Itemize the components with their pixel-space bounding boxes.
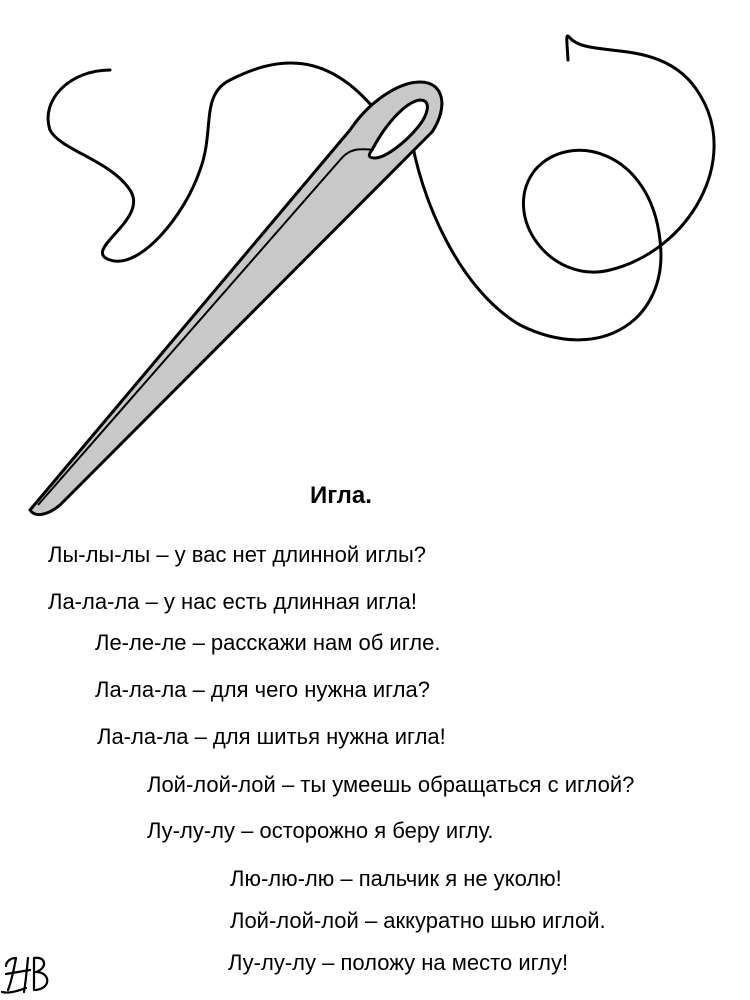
poem-line-9: Лой-лой-лой – аккуратно шью иглой. xyxy=(230,908,606,933)
poem-line-7: Лу-лу-лу – осторожно я беру иглу. xyxy=(147,818,494,843)
poem-line-5: Ла-ла-ла – для шитья нужна игла! xyxy=(97,724,446,749)
poem-line-4: Ла-ла-ла – для чего нужна игла? xyxy=(95,677,430,702)
poem-title: Игла. xyxy=(310,482,372,509)
thread-right xyxy=(410,36,714,340)
poem-line-1: Лы-лы-лы – у вас нет длинной иглы? xyxy=(48,542,427,567)
poem-line-10: Лу-лу-лу – положу на место иглу! xyxy=(228,950,569,975)
poem-line-6: Лой-лой-лой – ты умеешь обращаться с иглой? xyxy=(147,772,635,797)
poem-line-3: Ле-ле-ле – расскажи нам об игле. xyxy=(95,630,441,655)
poem-line-2: Ла-ла-ла – у нас есть длинная игла! xyxy=(48,589,417,614)
poem-line-8: Лю-лю-лю – пальчик я не уколю! xyxy=(230,866,562,891)
author-signature-monogram xyxy=(0,950,60,996)
